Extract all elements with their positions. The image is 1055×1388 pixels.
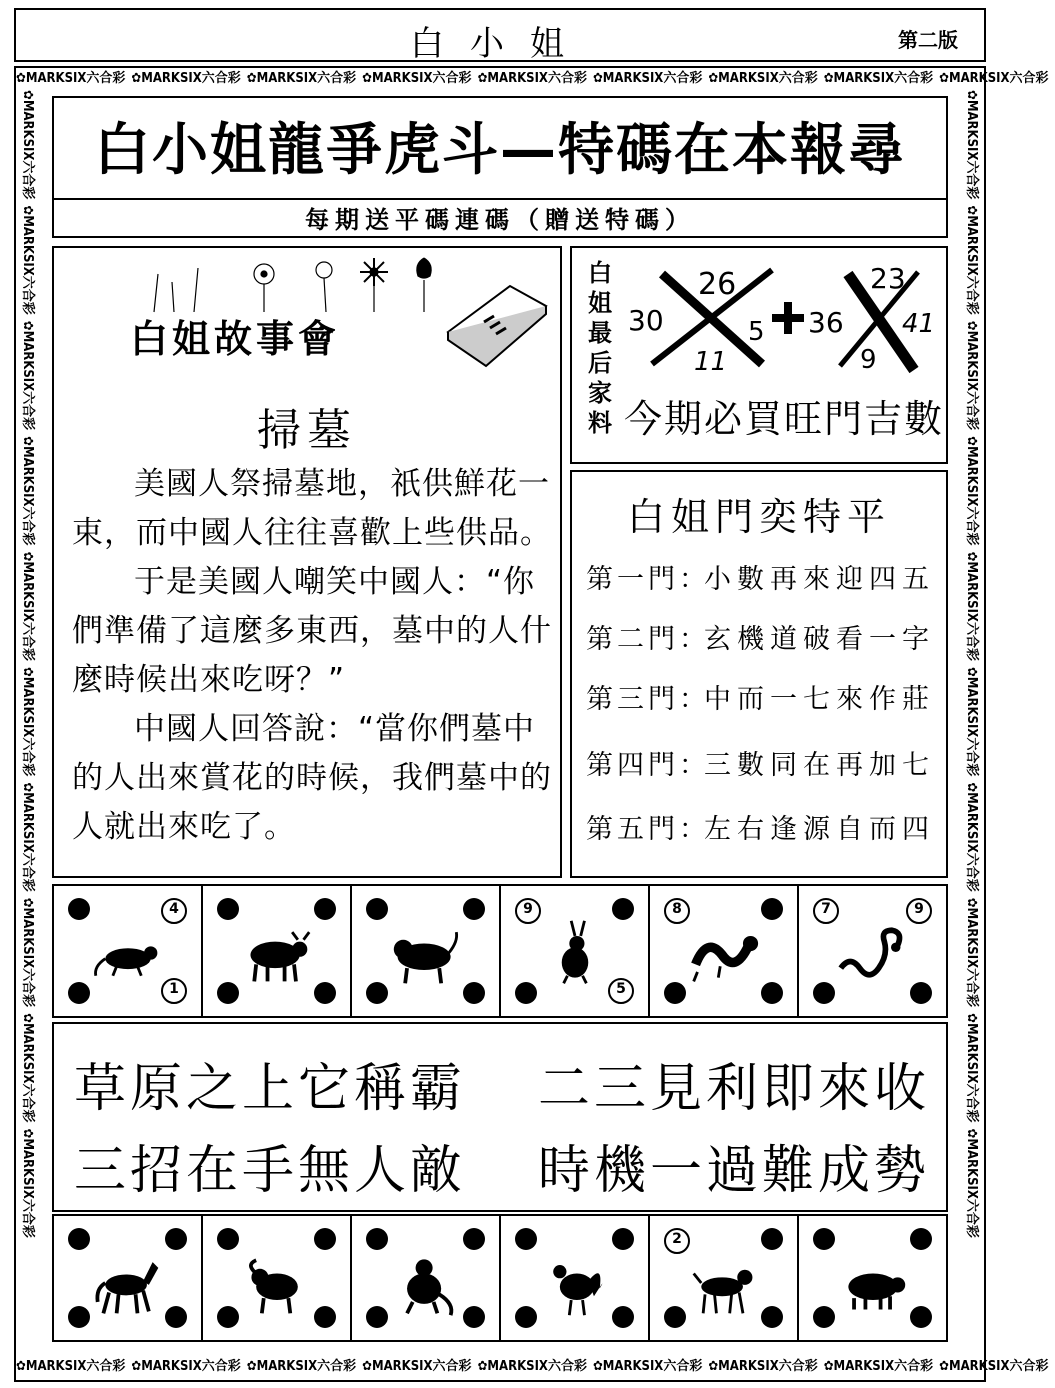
brand-text: MARKSIX	[964, 1138, 979, 1199]
marksix-brand-unit	[16, 1129, 38, 1238]
marksix-brand-unit	[939, 68, 1048, 90]
number-dot	[612, 1228, 634, 1250]
ox-icon	[241, 914, 313, 992]
rooster-icon	[539, 1244, 611, 1322]
brand-text: MARKSIX	[964, 330, 979, 392]
flower-icon: ✿	[964, 205, 979, 216]
brand-text-cn: 六合彩	[86, 71, 126, 86]
poem-verse: 二三見利即來收	[537, 1059, 930, 1119]
flower-icon: ✿	[964, 666, 979, 677]
gate-row	[586, 680, 946, 720]
brand-text-cn: 六合彩	[547, 71, 587, 86]
number-dot	[463, 1228, 485, 1250]
number-dot	[612, 1306, 634, 1328]
horse-icon	[92, 1244, 164, 1322]
number-dot	[68, 898, 90, 920]
lucky-numbers-caption: 今期必買旺門吉數	[623, 397, 944, 441]
marksix-brand-unit	[960, 205, 982, 314]
gate-hint: 三數同在再加七	[704, 750, 935, 781]
flower-icon: ✿	[20, 320, 35, 331]
brand-text: MARKSIX	[964, 99, 979, 161]
border-strip-bottom	[16, 1356, 1049, 1378]
number-dot: 5	[608, 978, 634, 1004]
number-dot	[314, 898, 336, 920]
number-dot	[68, 1228, 90, 1250]
flower-icon: ✿	[964, 320, 979, 331]
crossed-number: 30	[628, 304, 664, 337]
marksix-brand-unit	[824, 1356, 933, 1378]
brand-text: MARKSIX	[141, 1359, 202, 1374]
page-title: 白小姐	[410, 24, 590, 64]
number-dot	[463, 898, 485, 920]
gate-label: 第一門：	[586, 564, 710, 595]
zodiac-cell	[352, 1216, 501, 1340]
brand-text-cn: 六合彩	[964, 852, 979, 892]
rabbit-icon	[539, 914, 611, 992]
brand-text: MARKSIX	[964, 215, 979, 276]
brand-text: MARKSIX	[833, 71, 895, 86]
brand-text-cn: 六合彩	[20, 737, 35, 777]
brand-text-cn: 六合彩	[20, 621, 35, 661]
number-dot: 4	[161, 898, 187, 924]
brand-text: MARKSIX	[948, 71, 1010, 86]
gate-row	[586, 746, 946, 786]
marksix-brand-unit	[939, 1356, 1048, 1378]
flower-icon: ✿	[20, 1013, 35, 1023]
zodiac-cell	[501, 1216, 650, 1340]
brand-text-cn: 六合彩	[894, 1359, 934, 1374]
zodiac-row-top	[52, 884, 948, 1018]
zodiac-cell	[501, 886, 650, 1016]
marksix-brand-unit	[478, 68, 587, 90]
gate-hint: 左右逢源自而四	[704, 814, 935, 845]
marksix-brand-unit	[708, 68, 817, 90]
tiger-icon	[390, 914, 462, 992]
marksix-brand-unit	[131, 1356, 240, 1378]
brand-text-cn: 六合彩	[201, 1359, 241, 1374]
number-dot	[68, 982, 90, 1004]
marksix-brand-unit	[960, 321, 982, 430]
poem-verse: 草原之上它稱霸	[74, 1059, 467, 1119]
flower-icon: ✿	[823, 1359, 834, 1374]
zodiac-cell	[650, 1216, 799, 1340]
number-dot	[761, 898, 783, 920]
number-dot	[217, 898, 239, 920]
plus-sign-icon	[772, 302, 804, 334]
brand-text: MARKSIX	[964, 445, 979, 507]
gate-row	[586, 560, 946, 600]
marksix-brand-unit	[960, 552, 982, 661]
number-dot: 1	[161, 978, 187, 1004]
marksix-brand-unit	[960, 1013, 982, 1122]
brand-text: MARKSIX	[718, 1359, 779, 1374]
number-dot	[217, 1306, 239, 1328]
number-dot	[366, 1228, 388, 1250]
brand-text: MARKSIX	[25, 71, 87, 86]
gates-title: 白姐門奕特平	[626, 495, 891, 539]
brand-text-cn: 六合彩	[964, 621, 979, 661]
brand-text: MARKSIX	[256, 1359, 318, 1374]
flower-icon: ✿	[16, 71, 26, 86]
border-strip-left	[16, 90, 38, 1298]
flower-icon: ✿	[964, 551, 979, 562]
marksix-brand-unit	[960, 436, 982, 545]
number-dot	[366, 982, 388, 1004]
brand-text-cn: 六合彩	[20, 506, 35, 546]
zodiac-cell	[203, 886, 352, 1016]
main-headline: 白小姐龍爭虎斗—特碼在本報尋	[54, 108, 946, 200]
flowers-decoration-icon	[114, 254, 444, 312]
number-dot: 9	[906, 898, 932, 924]
brand-text-cn: 六合彩	[1009, 1359, 1049, 1374]
number-dot	[68, 1306, 90, 1328]
poem-line	[74, 1128, 930, 1203]
number-dot	[366, 1306, 388, 1328]
flower-icon: ✿	[964, 436, 979, 446]
number-dot	[813, 1306, 835, 1328]
zodiac-cell	[352, 886, 501, 1016]
brand-text: MARKSIX	[20, 445, 35, 507]
crossed-number: 26	[698, 267, 737, 302]
zodiac-cell	[799, 886, 946, 1016]
flower-icon: ✿	[477, 1359, 488, 1374]
brand-text-cn: 六合彩	[432, 71, 472, 86]
marksix-brand-unit	[593, 1356, 702, 1378]
number-dot	[217, 1228, 239, 1250]
brand-text: MARKSIX	[141, 71, 202, 86]
brand-text: MARKSIX	[20, 676, 35, 738]
flower-icon: ✿	[131, 1359, 142, 1374]
marksix-brand-unit	[16, 552, 38, 661]
flower-icon: ✿	[20, 551, 35, 562]
number-dot: 8	[664, 898, 690, 924]
brand-text: MARKSIX	[20, 99, 35, 161]
marksix-brand-unit	[16, 1013, 38, 1122]
flower-icon: ✿	[592, 71, 603, 86]
brand-text-cn: 六合彩	[317, 71, 357, 86]
crossed-number: 11	[694, 347, 728, 377]
crossed-numbers-box	[570, 246, 948, 464]
story-paragraph: 于是美國人嘲笑中國人：“你們準備了這麼多東西，墓中的人什麼時候出來吃呀？”	[72, 564, 552, 698]
brand-text: MARKSIX	[371, 71, 433, 86]
marksix-brand-unit	[960, 667, 982, 776]
flower-icon: ✿	[477, 71, 488, 86]
story-section-heading: 白姐故事會	[130, 317, 341, 361]
marksix-brand-unit	[16, 782, 38, 891]
marksix-brand-unit	[16, 898, 38, 1007]
number-dot	[910, 1306, 932, 1328]
brand-text-cn: 六合彩	[964, 160, 979, 200]
flower-icon: ✿	[362, 71, 372, 86]
crossed-number: 9	[860, 345, 877, 375]
poem-line	[74, 1046, 930, 1121]
flower-icon: ✿	[964, 782, 979, 793]
brand-text: MARKSIX	[602, 71, 664, 86]
number-dot	[165, 1228, 187, 1250]
brand-text: MARKSIX	[964, 907, 979, 969]
marksix-brand-unit	[16, 90, 38, 199]
number-dot	[761, 1228, 783, 1250]
brand-text: MARKSIX	[718, 71, 779, 86]
poem-verse: 三招在手無人敵	[74, 1141, 467, 1201]
number-dot: 7	[813, 898, 839, 924]
marksix-brand-unit	[960, 90, 982, 199]
gate-row	[586, 810, 946, 850]
flower-icon: ✿	[20, 782, 35, 793]
number-dot	[366, 898, 388, 920]
number-dot	[664, 1306, 686, 1328]
brand-text: MARKSIX	[964, 561, 979, 622]
gate-hint: 中而一七來作莊	[704, 684, 935, 715]
brand-text-cn: 六合彩	[964, 737, 979, 777]
flower-icon: ✿	[362, 1359, 372, 1374]
number-dot	[314, 1228, 336, 1250]
flower-icon: ✿	[939, 71, 949, 86]
plus-number: 36	[808, 306, 844, 339]
brand-text: MARKSIX	[20, 1022, 35, 1084]
five-gates-section	[570, 470, 948, 878]
number-dot	[165, 1306, 187, 1328]
number-dot	[813, 1228, 835, 1250]
page-header	[14, 8, 986, 62]
dog-icon	[688, 1244, 760, 1322]
goat-icon	[241, 1244, 313, 1322]
zodiac-cell	[54, 886, 203, 1016]
marksix-brand-unit	[16, 1356, 125, 1378]
flower-icon: ✿	[964, 897, 979, 908]
brand-text-cn: 六合彩	[964, 391, 979, 431]
brand-text: MARKSIX	[964, 1022, 979, 1084]
story-title: 掃墓	[257, 405, 357, 456]
brand-text-cn: 六合彩	[20, 1083, 35, 1123]
brand-text: MARKSIX	[20, 792, 35, 853]
dragon-icon	[688, 914, 760, 992]
number-dot	[813, 982, 835, 1004]
flower-icon: ✿	[16, 1359, 26, 1374]
gate-hint: 玄機道破看一字	[704, 624, 935, 655]
sub-headline: 每期送平碼連碼（贈送特碼）	[305, 206, 695, 234]
marksix-brand-unit	[960, 1129, 982, 1238]
brand-text: MARKSIX	[964, 792, 979, 853]
gate-label: 第四門：	[586, 750, 710, 781]
number-dot	[314, 1306, 336, 1328]
book-icon	[434, 276, 554, 366]
rat-icon	[92, 914, 164, 992]
brand-text: MARKSIX	[487, 1359, 548, 1374]
number-dot	[910, 1228, 932, 1250]
marksix-brand-unit	[247, 68, 356, 90]
brand-text: MARKSIX	[20, 1138, 35, 1199]
marksix-brand-unit	[16, 205, 38, 314]
flower-icon: ✿	[708, 1359, 719, 1374]
flower-icon: ✿	[592, 1359, 603, 1374]
flower-icon: ✿	[20, 897, 35, 908]
poem-box	[52, 1022, 948, 1212]
flower-icon: ✿	[20, 666, 35, 677]
brand-text: MARKSIX	[20, 330, 35, 392]
brand-text-cn: 六合彩	[663, 1359, 703, 1374]
number-dot	[314, 982, 336, 1004]
brand-text-cn: 六合彩	[1009, 71, 1049, 86]
brand-text: MARKSIX	[371, 1359, 433, 1374]
zodiac-cell	[650, 886, 799, 1016]
brand-text-cn: 六合彩	[663, 71, 703, 86]
border-strip-right	[960, 90, 982, 1298]
brand-text: MARKSIX	[25, 1359, 87, 1374]
marksix-brand-unit	[247, 1356, 356, 1378]
flower-icon: ✿	[20, 436, 35, 446]
brand-text-cn: 六合彩	[20, 968, 35, 1008]
brand-text-cn: 六合彩	[964, 1198, 979, 1238]
edition-label: 第二版	[898, 28, 958, 52]
marksix-brand-unit	[593, 68, 702, 90]
flower-icon: ✿	[246, 71, 257, 86]
gate-hint: 小數再來迎四五	[704, 564, 935, 595]
story-body	[72, 460, 554, 852]
brand-text: MARKSIX	[256, 71, 318, 86]
marksix-brand-unit	[131, 68, 240, 90]
brand-text-cn: 六合彩	[964, 506, 979, 546]
brand-text-cn: 六合彩	[894, 71, 934, 86]
gate-label: 第二門：	[586, 624, 710, 655]
snake-icon	[837, 914, 909, 992]
flower-icon: ✿	[20, 205, 35, 216]
scratch-box-label: 白姐最后家料	[588, 259, 612, 437]
brand-text-cn: 六合彩	[20, 160, 35, 200]
marksix-brand-unit	[362, 68, 471, 90]
monkey-icon	[390, 1244, 462, 1322]
story-section	[52, 246, 562, 878]
brand-text-cn: 六合彩	[964, 275, 979, 315]
crossed-number: 41	[902, 309, 936, 339]
marksix-brand-unit	[960, 782, 982, 891]
brand-text: MARKSIX	[964, 676, 979, 738]
gate-label: 第五門：	[586, 814, 710, 845]
brand-text-cn: 六合彩	[432, 1359, 472, 1374]
marksix-brand-unit	[16, 321, 38, 430]
flower-icon: ✿	[964, 1013, 979, 1023]
brand-text: MARKSIX	[20, 215, 35, 276]
poem-verse: 時機一過難成勢	[537, 1141, 930, 1201]
flower-icon: ✿	[246, 1359, 257, 1374]
brand-text-cn: 六合彩	[20, 852, 35, 892]
zodiac-cell	[799, 1216, 946, 1340]
crossed-number: 23	[870, 262, 906, 295]
number-dot	[217, 982, 239, 1004]
flower-icon: ✿	[964, 1128, 979, 1139]
brand-text: MARKSIX	[948, 1359, 1010, 1374]
marksix-brand-unit	[16, 667, 38, 776]
brand-text-cn: 六合彩	[964, 1083, 979, 1123]
pig-icon	[837, 1244, 909, 1322]
number-dot: 2	[664, 1228, 690, 1254]
brand-text-cn: 六合彩	[20, 275, 35, 315]
marksix-brand-unit	[16, 68, 125, 90]
brand-text: MARKSIX	[20, 907, 35, 969]
crossed-number: 5	[748, 317, 765, 347]
number-dot	[463, 1306, 485, 1328]
story-paragraph: 中國人回答說：“當你們墓中的人出來賞花的時候，我們墓中的人就出來吃了。	[72, 711, 552, 845]
brand-text-cn: 六合彩	[778, 71, 818, 86]
marksix-brand-unit	[16, 436, 38, 545]
zodiac-row-bottom	[52, 1214, 948, 1342]
marksix-brand-unit	[362, 1356, 471, 1378]
brand-text-cn: 六合彩	[547, 1359, 587, 1374]
flower-icon: ✿	[20, 90, 35, 100]
marksix-brand-unit	[708, 1356, 817, 1378]
number-dot	[515, 1306, 537, 1328]
brand-text-cn: 六合彩	[778, 1359, 818, 1374]
number-dot	[515, 982, 537, 1004]
brand-text-cn: 六合彩	[20, 1198, 35, 1238]
marksix-brand-unit	[478, 1356, 587, 1378]
marksix-brand-unit	[960, 898, 982, 1007]
number-dot	[761, 982, 783, 1004]
story-paragraph: 美國人祭掃墓地，祇供鮮花一束，而中國人往往喜歡上些供品。	[72, 466, 552, 551]
number-dot	[463, 982, 485, 1004]
number-dot	[761, 1306, 783, 1328]
zodiac-cell	[54, 1216, 203, 1340]
brand-text: MARKSIX	[602, 1359, 664, 1374]
brand-text-cn: 六合彩	[201, 71, 241, 86]
flower-icon: ✿	[964, 90, 979, 100]
flower-icon: ✿	[823, 71, 834, 86]
flower-icon: ✿	[939, 1359, 949, 1374]
number-dot	[910, 982, 932, 1004]
number-dot: 9	[515, 898, 541, 924]
flower-icon: ✿	[708, 71, 719, 86]
flower-icon: ✿	[20, 1128, 35, 1139]
brand-text-cn: 六合彩	[317, 1359, 357, 1374]
brand-text: MARKSIX	[20, 561, 35, 622]
number-dot	[515, 1228, 537, 1250]
border-strip-top	[16, 68, 1049, 90]
brand-text-cn: 六合彩	[20, 391, 35, 431]
brand-text-cn: 六合彩	[86, 1359, 126, 1374]
number-dot	[612, 898, 634, 920]
marksix-brand-unit	[824, 68, 933, 90]
zodiac-cell	[203, 1216, 352, 1340]
flower-icon: ✿	[131, 71, 142, 86]
brand-text: MARKSIX	[487, 71, 548, 86]
brand-text-cn: 六合彩	[964, 968, 979, 1008]
brand-text: MARKSIX	[833, 1359, 895, 1374]
gate-row	[586, 620, 946, 660]
number-dot	[664, 982, 686, 1004]
headline-box	[52, 96, 948, 238]
crossed-numbers-graphic	[622, 254, 946, 377]
gate-label: 第三門：	[586, 684, 710, 715]
